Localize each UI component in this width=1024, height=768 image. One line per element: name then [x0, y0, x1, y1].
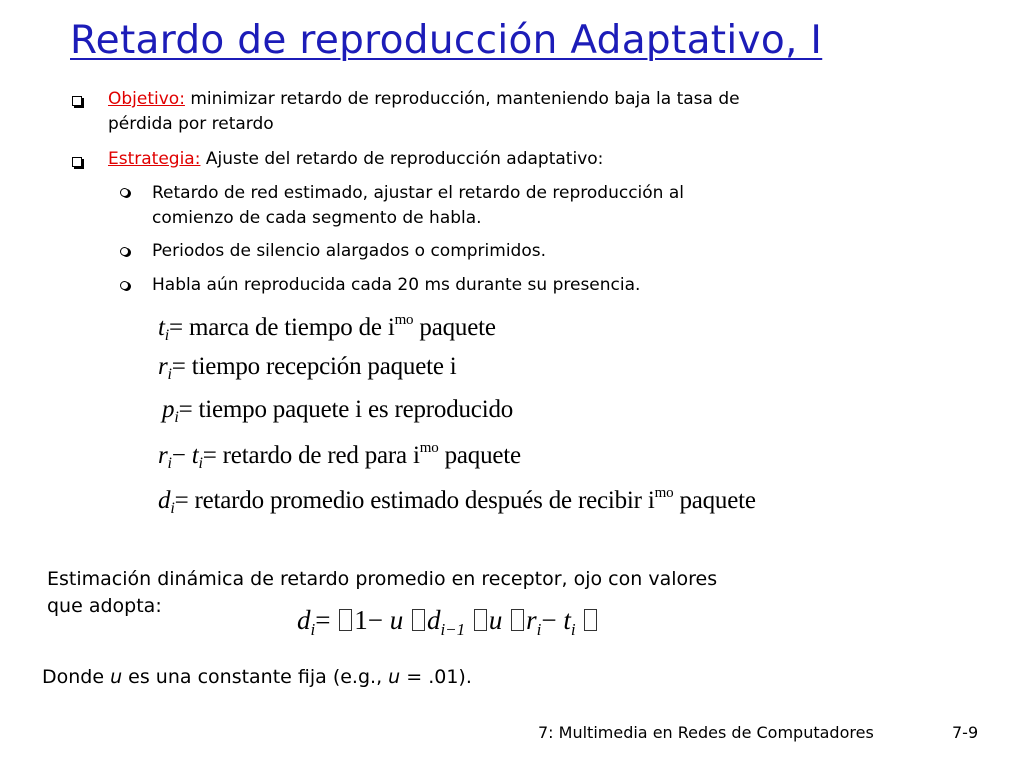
circle-bullet-icon: [120, 245, 132, 257]
circle-bullet-icon: [120, 186, 132, 198]
paren-placeholder-icon: [339, 609, 352, 631]
constant-note: Donde u es una constante fija (e.g., u = .01).: [42, 666, 472, 688]
slide-title: Retardo de reproducción Adaptativo, I: [70, 18, 823, 63]
footer-course: 7: Multimedia en Redes de Computadores: [538, 723, 874, 742]
sub-bullet-text: Habla aún reproducida cada 20 ms durante su presencia.: [152, 275, 641, 295]
definition-r-minus-t: $r_i- t_i=$ retardo de red para $i^{mo}$ paquete: [158, 440, 521, 472]
sub-bullet: [152, 239, 912, 264]
paren-placeholder-icon: [412, 609, 425, 631]
bullet-objetivo: [108, 87, 928, 137]
sub-bullet-text-cont: comienzo de cada segmento de habla.: [152, 208, 482, 228]
estimation-text: Estimación dinámica de retardo promedio en receptor, ojo con valores que adopta:: [47, 568, 718, 617]
paren-placeholder-icon: [584, 609, 597, 631]
ewma-formula: $d_i= 1- u$ $d_{i-1}$ u $r_i- t_i$: [297, 605, 599, 640]
square-bullet-icon: [72, 94, 84, 106]
bullet-text: minimizar retardo de reproducción, manteniendo baja la tasa de: [184, 89, 740, 109]
sub-bullet: [152, 273, 912, 298]
square-bullet-icon: [72, 155, 84, 167]
bullet-text: Ajuste del retardo de reproducción adaptativo:: [200, 149, 604, 169]
sub-bullet: [152, 181, 912, 231]
sub-bullet-text: Periodos de silencio alargados o comprimidos.: [152, 241, 546, 261]
paren-placeholder-icon: [474, 609, 487, 631]
footer-page-number: 7-9: [952, 723, 979, 742]
bullet-text-cont: pérdida por retardo: [108, 114, 274, 134]
definition-p: $p_i=$ tiempo paquete i es reproducido: [162, 396, 514, 426]
paren-placeholder-icon: [511, 609, 524, 631]
bullet-keyword: Estrategia:: [108, 149, 201, 169]
circle-bullet-icon: [120, 279, 132, 291]
definition-d: $d_i=$ retardo promedio estimado después de recibir $i^{mo}$ paquete: [158, 485, 756, 517]
definition-t: $t_i=$ marca de tiempo de $i^{mo}$ paquete: [158, 312, 496, 344]
bullet-estrategia: [108, 147, 928, 172]
definition-r: $r_i=$ tiempo recepción paquete i: [158, 353, 457, 383]
bullet-keyword: Objetivo:: [108, 89, 185, 109]
sub-bullet-text: Retardo de red estimado, ajustar el retardo de reproducción al: [152, 183, 684, 203]
